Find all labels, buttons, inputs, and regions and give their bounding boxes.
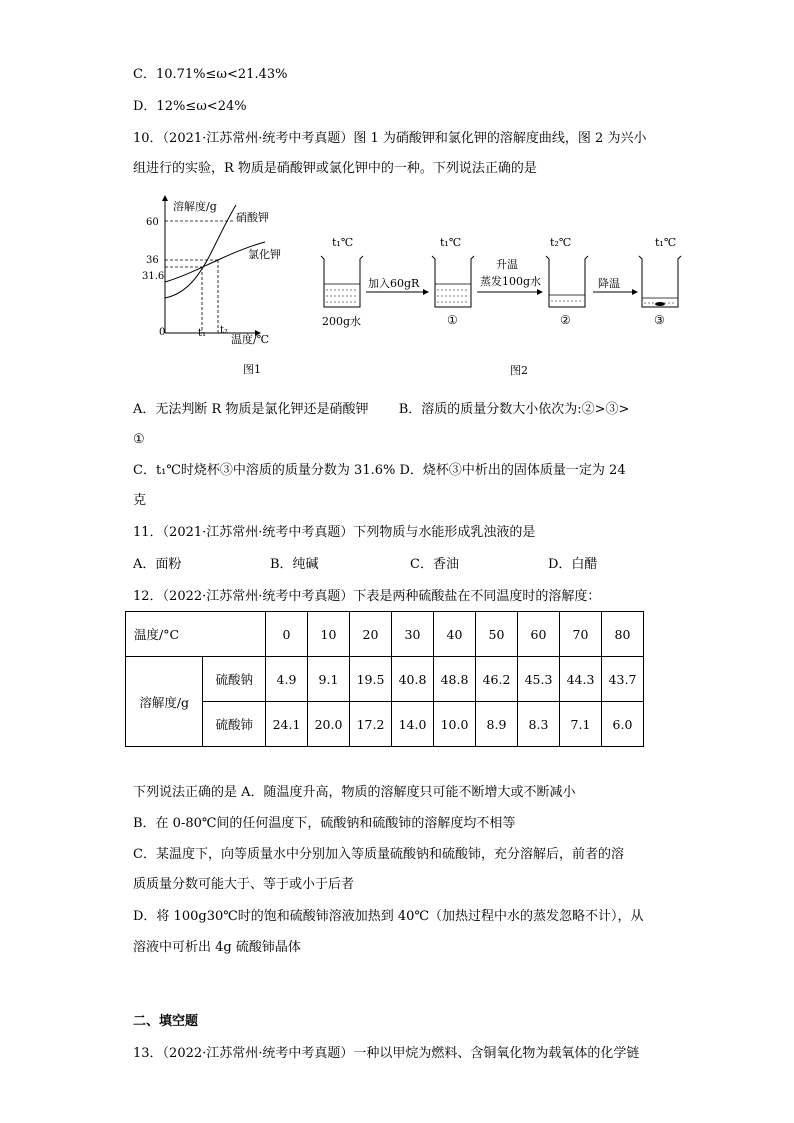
q12-option-c-line1: C．某温度下，向等质量水中分别加入等质量硫酸钠和硫酸铈，充分溶解后，前者的溶 [133, 847, 624, 862]
q10-stem-line1: 10．（2021·江苏常州·统考中考真题）图 1 为硝酸钾和氯化钾的溶解度曲线，图 2 为兴小 [133, 131, 647, 146]
x-tick-t1: t₁ [198, 328, 207, 339]
temp-cell: 20 [350, 612, 392, 657]
beaker-2 [546, 256, 588, 307]
q12-option-b: B．在 0-80℃间的任何温度下，硫酸钠和硫酸铈的溶解度均不相等 [133, 816, 516, 831]
temp-cell: 30 [392, 612, 434, 657]
row-name-na2so4: 硫酸钠 [203, 657, 266, 702]
q10-option-a: A．无法判断 R 物质是氯化钾还是硝酸钾 [133, 402, 369, 417]
kcl-label: 氯化钾 [248, 248, 281, 261]
table-cell: 19.5 [350, 657, 392, 702]
kno3-curve [165, 205, 236, 298]
beaker1-temp: t₁℃ [440, 236, 462, 249]
arrow-add-label: 加入60gR [368, 277, 420, 290]
kno3-label: 硝酸钾 [236, 211, 269, 224]
temp-cell: 60 [518, 612, 560, 657]
beaker2-label: ② [560, 313, 571, 327]
table-header-row [126, 612, 644, 657]
temp-cell: 50 [476, 612, 518, 657]
table-cell: 14.0 [392, 702, 434, 747]
q11-option-a: A．面粉 [133, 557, 182, 572]
table-cell: 40.8 [392, 657, 434, 702]
table-row [126, 657, 644, 702]
beaker1-label: ① [447, 313, 458, 327]
temp-cell: 70 [560, 612, 602, 657]
table-cell: 8.3 [518, 702, 560, 747]
table-cell: 20.0 [308, 702, 350, 747]
q10-option-d-cont: 克 [133, 493, 147, 508]
q12-option-c-line2: 质质量分数可能大于、等于或小于后者 [133, 877, 355, 892]
table-cell: 48.8 [434, 657, 476, 702]
beaker-3 [639, 256, 681, 307]
y-tick-31-6: 31.6 [142, 271, 165, 282]
q12-lead-option-a: 下列说法正确的是 A．随温度升高，物质的溶解度只可能不断增大或不断减小 [133, 785, 576, 800]
table-cell: 4.9 [266, 657, 308, 702]
figure-2-caption: 图2 [510, 364, 528, 377]
figure-1-solubility-chart [140, 190, 300, 385]
q10-option-c-d: C．t₁℃时烧杯③中溶质的质量分数为 31.6% D．烧杯③中析出的固体质量一定为 24 [133, 463, 626, 478]
table-cell: 44.3 [560, 657, 602, 702]
table-cell: 6.0 [602, 702, 644, 747]
beaker3-label: ③ [654, 313, 665, 327]
temp-cell: 10 [308, 612, 350, 657]
water-label: 200g水 [322, 315, 362, 328]
q11-stem: 11．（2021·江苏常州·统考中考真题）下列物质与水能形成乳浊液的是 [133, 525, 536, 540]
table-cell: 10.0 [434, 702, 476, 747]
temp-cell: 80 [602, 612, 644, 657]
table-cell: 46.2 [476, 657, 518, 702]
q12-option-d-line2: 溶液中可析出 4g 硫酸铈晶体 [133, 940, 301, 955]
q11-option-b: B．纯碱 [270, 557, 319, 572]
y-tick-60: 60 [146, 217, 159, 228]
temp-cell: 0 [266, 612, 308, 657]
q11-option-d: D．白醋 [548, 557, 598, 572]
row-name-ce2so43: 硫酸铈 [203, 702, 266, 747]
q9-option-c: C．10.71%≤ω<21.43% [133, 67, 288, 82]
beaker0-temp: t₁℃ [332, 236, 354, 249]
table-cell: 43.7 [602, 657, 644, 702]
beaker-1 [432, 256, 474, 307]
figure-2-experiment [310, 232, 690, 382]
table-cell: 7.1 [560, 702, 602, 747]
table-row [126, 702, 644, 747]
arrow-cool-label: 降温 [598, 277, 620, 290]
q11-option-c: C．香油 [410, 557, 459, 572]
table-cell: 17.2 [350, 702, 392, 747]
section-title: 二、填空题 [133, 1014, 199, 1029]
table-cell: 9.1 [308, 657, 350, 702]
q10-option-a-b [133, 401, 629, 419]
origin-label: 0 [159, 327, 166, 338]
beaker-0 [321, 256, 363, 307]
x-tick-t2: t₂ [220, 325, 229, 336]
q10-option-b-cont: ① [133, 432, 145, 447]
y-axis-label: 溶解度/g [173, 200, 217, 213]
q12-stem: 12．（2022·江苏常州·统考中考真题）下表是两种硫酸盐在不同温度时的溶解度： [133, 589, 601, 604]
q10-stem-line2: 组进行的实验，R 物质是硝酸钾或氯化钾中的一种。下列说法正确的是 [133, 161, 537, 176]
table-cell: 24.1 [266, 702, 308, 747]
precipitate [655, 302, 665, 306]
solubility-group-label: 溶解度/g [126, 657, 203, 747]
solubility-table [125, 611, 644, 747]
table-cell: 45.3 [518, 657, 560, 702]
beaker2-temp: t₂℃ [550, 236, 572, 249]
arrow-evaporate-label: 蒸发100g水 [480, 275, 542, 288]
arrow-heat-label: 升温 [496, 258, 518, 271]
q9-option-d: D．12%≤ω<24% [133, 99, 247, 114]
figure-1-caption: 图1 [243, 363, 261, 376]
q13-stem: 13．（2022·江苏常州·统考中考真题）一种以甲烷为燃料、含铜氧化物为载氧体的化学链 [133, 1046, 640, 1061]
temp-cell: 40 [434, 612, 476, 657]
x-axis-label: 温度/℃ [231, 333, 270, 346]
table-cell: 8.9 [476, 702, 518, 747]
y-tick-36: 36 [146, 255, 159, 266]
q10-option-b: B．溶质的质量分数大小依次为:②>③> [398, 402, 630, 417]
q12-option-d-line1: D．将 100g30℃时的饱和硫酸铈溶液加热到 40℃（加热过程中水的蒸发忽略不计），从 [133, 909, 644, 924]
beaker3-temp: t₁℃ [655, 236, 677, 249]
temp-header: 温度/°C [126, 612, 266, 657]
